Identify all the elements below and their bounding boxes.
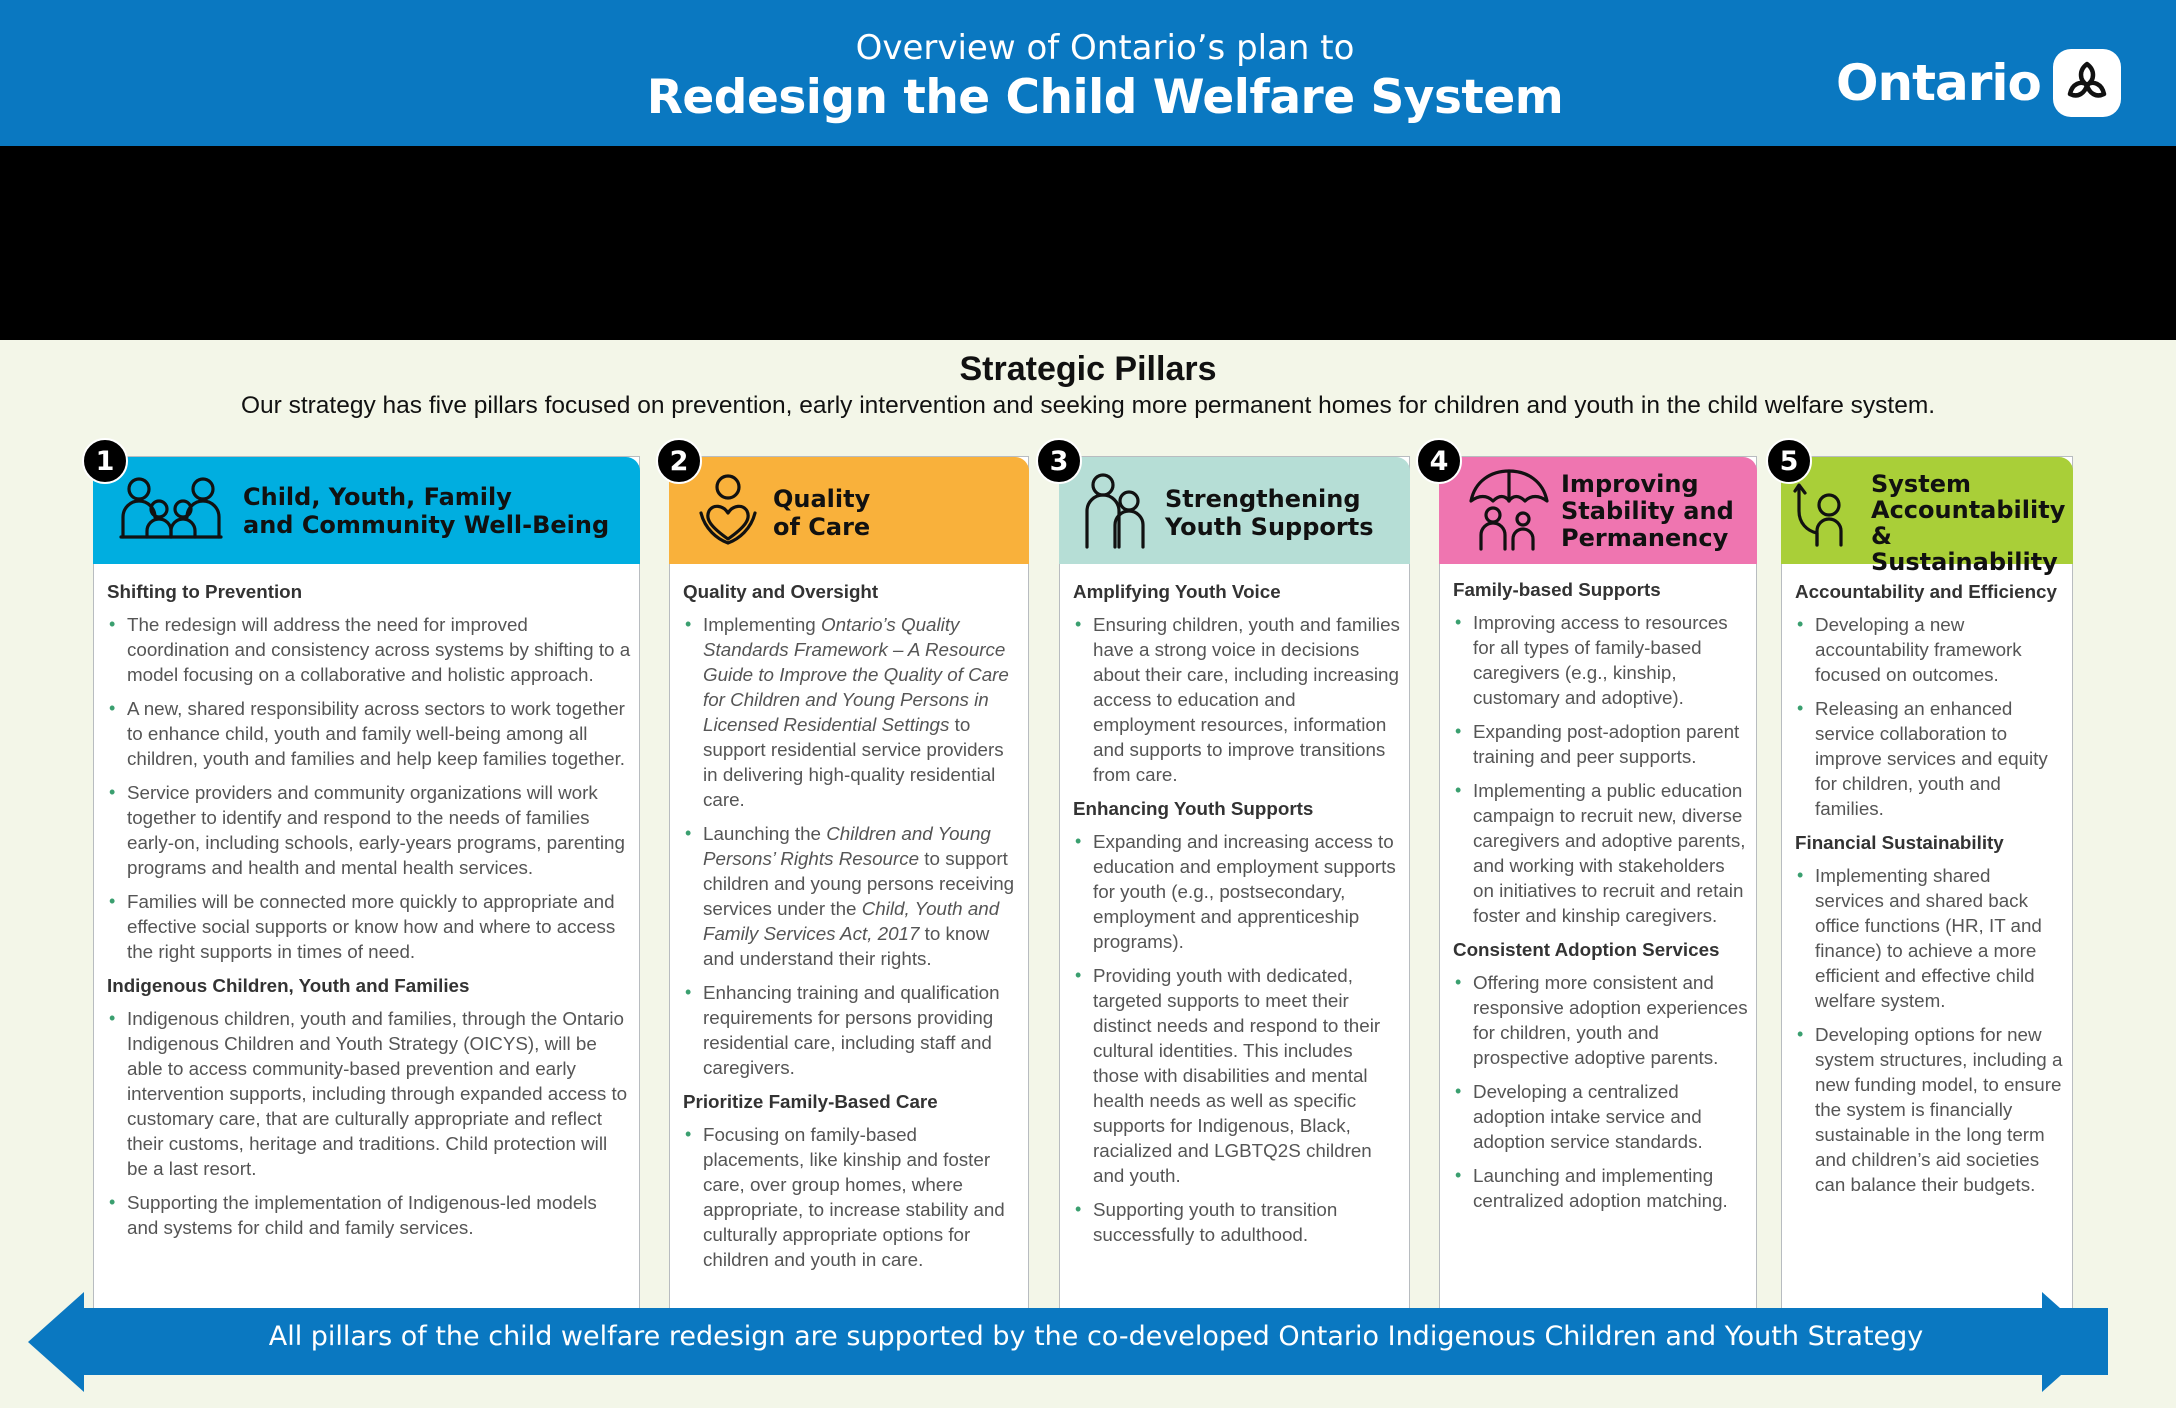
section-subtitle: Our strategy has five pillars focused on prevention, early intervention and seeking more permanent homes for children and youth in the child welfare system.: [240, 392, 1936, 419]
list-item: • Launching the Children and Young Persons’ Rights Resource to support children and young persons receiving services under the Child, Youth and Family Services Act, 2017 to know and understand their rights.: [683, 821, 1020, 971]
pillar-4-title-line1: Improving: [1561, 470, 1699, 498]
list-item: • Implementing shared services and shared back office functions (HR, IT and finance) to achieve a more efficient and effective child welfare system.: [1795, 863, 2064, 1013]
pillar-2-heading-2: Prioritize Family-Based Care: [683, 1091, 938, 1112]
pillar-4-body: [1453, 577, 1748, 1222]
list-item: • Implementing Ontario’s Quality Standards Framework – A Resource Guide to Improve the Quality of Care for Children and Young Persons in Licensed Residential Settings to support residential service providers in delivering high-quality residential care.: [683, 612, 1020, 812]
pillar-1-title-line1: Child, Youth, Family: [243, 483, 512, 511]
pillar-4-heading-2: Consistent Adoption Services: [1453, 939, 1720, 960]
pillar-4-title: [1561, 471, 1734, 552]
list-item: • Families will be connected more quickly to appropriate and effective social supports or know how and where to access the right supports in times of need.: [107, 889, 631, 964]
pillar-1-title: [243, 483, 609, 539]
pillar-5-heading-2: Financial Sustainability: [1795, 832, 2004, 853]
list-item: • Ensuring children, youth and families have a strong voice in decisions about their care, including increasing access to education and employment resources, information and supports to improve transitions from care.: [1073, 612, 1401, 787]
umbrella-family-icon: [1467, 467, 1551, 556]
heart-hands-icon: [697, 473, 759, 552]
list-item: • Developing a centralized adoption intake service and adoption service standards.: [1453, 1079, 1748, 1154]
pillar-2-number: 2: [656, 438, 702, 484]
raised-hand-icon: [1793, 481, 1863, 552]
pillar-1-header: [93, 457, 640, 564]
pillar-4-title-line3: Permanency: [1561, 524, 1729, 552]
list-item: • Implementing a public education campaign to recruit new, diverse caregivers and adoptive parents, and working with stakeholders on initiatives to recruit and retain foster and kinship caregivers.: [1453, 778, 1748, 928]
list-item: • Developing options for new system structures, including a new funding model, to ensure the system is financially sustainable in the long term and children’s aid societies can balance their budgets.: [1795, 1022, 2064, 1197]
list-item: • Focusing on family-based placements, like kinship and foster care, over group homes, where appropriate, to increase stability and culturally appropriate options for children and youth in care.: [683, 1122, 1020, 1272]
pillar-4-header: [1439, 457, 1757, 564]
youth-icon: [1083, 471, 1149, 556]
footer-arrow-text: All pillars of the child welfare redesign are supported by the co-developed Ontario Indigenous Children and Youth Strategy: [268, 1321, 1924, 1352]
list-item: • Offering more consistent and responsive adoption experiences for children, youth and prospective adoptive parents.: [1453, 970, 1748, 1070]
list-item: • Expanding post-adoption parent training and peer supports.: [1453, 719, 1748, 769]
pillar-2-title-line1: Quality: [773, 485, 871, 513]
pillar-2-card: [669, 456, 1029, 1316]
list-item: • Providing youth with dedicated, targeted supports to meet their distinct needs and respond to their cultural identities. This includes those with disabilities and mental health needs as well as specific supports for Indigenous, Black, racialized and LGBTQ2S children and youth.: [1073, 963, 1401, 1188]
pillar-5-card: [1781, 456, 2073, 1316]
footer-arrow-banner: [84, 1308, 2108, 1375]
pillar-4-title-line2: Stability and: [1561, 497, 1734, 525]
pillar-5-heading-1: Accountability and Efficiency: [1795, 581, 2057, 602]
family-icon: [119, 475, 223, 550]
pillar-5-title-line2: Accountability: [1871, 496, 2066, 524]
list-item: • Launching and implementing centralized adoption matching.: [1453, 1163, 1748, 1213]
pillar-3-heading-1: Amplifying Youth Voice: [1073, 581, 1281, 602]
pillar-3-title-line1: Strengthening: [1165, 485, 1361, 513]
list-item: • The redesign will address the need for improved coordination and consistency across systems by shifting to a model focusing on a collaborative and holistic approach.: [107, 612, 631, 687]
pillar-3-heading-2: Enhancing Youth Supports: [1073, 798, 1314, 819]
pillar-5-header: [1781, 457, 2073, 576]
header-title: Redesign the Child Welfare System: [646, 70, 1564, 125]
arrow-left-head: [28, 1292, 84, 1392]
pillar-3-card: [1059, 456, 1410, 1316]
list-item: • Service providers and community organizations will work together to identify and respond to the needs of families early-on, including schools, early-years programs, parenting programs and health and mental health services.: [107, 780, 631, 880]
list-item: • Improving access to resources for all types of family-based caregivers (e.g., kinship, customary and adoptive).: [1453, 610, 1748, 710]
ontario-logo: [1836, 46, 2121, 120]
pillar-1-heading-2: Indigenous Children, Youth and Families: [107, 975, 470, 996]
header-subtitle: Overview of Ontario’s plan to: [855, 28, 1355, 68]
pillar-2-title: [773, 485, 870, 541]
list-item: • Enhancing training and qualification requirements for persons providing residential care, including staff and caregivers.: [683, 980, 1020, 1080]
page-header: [0, 0, 2176, 146]
pillar-3-title: [1165, 485, 1373, 541]
logo-text: Ontario: [1836, 54, 2041, 112]
list-item: • A new, shared responsibility across sectors to work together to enhance child, youth and family well-being among all children, youth and families and help keep families together.: [107, 696, 631, 771]
list-item: • Supporting the implementation of Indigenous-led models and systems for child and family services.: [107, 1190, 631, 1240]
list-item: • Developing a new accountability framework focused on outcomes.: [1795, 612, 2064, 687]
trillium-icon: [2053, 49, 2121, 117]
pillar-1-title-line2: and Community Well-Being: [243, 511, 610, 539]
pillar-1-card: [93, 456, 640, 1316]
pillar-5-body: [1795, 579, 2064, 1206]
pillar-4-number: 4: [1416, 438, 1462, 484]
pillar-1-body: [107, 579, 631, 1249]
pillar-3-number: 3: [1036, 438, 1082, 484]
list-item: • Supporting youth to transition successfully to adulthood.: [1073, 1197, 1401, 1247]
list-item: • Expanding and increasing access to education and employment supports for youth (e.g., postsecondary, employment and apprenticeship programs).: [1073, 829, 1401, 954]
redacted-banner: [0, 146, 2176, 340]
pillar-3-header: [1059, 457, 1410, 564]
pillar-4-card: [1439, 456, 1757, 1316]
pillar-5-title: [1871, 471, 2073, 575]
pillar-2-header: [669, 457, 1029, 564]
pillar-2-title-line2: of Care: [773, 513, 871, 541]
pillar-3-title-line2: Youth Supports: [1165, 513, 1374, 541]
pillar-5-number: 5: [1766, 438, 1812, 484]
pillar-3-body: [1073, 579, 1401, 1256]
list-item: • Indigenous children, youth and families, through the Ontario Indigenous Children and Youth Strategy (OICYS), will be able to access community-based prevention and early intervention supports, including through expanded access to customary care, that are culturally appropriate and reflect their customs, heritage and traditions. Child protection will be a last resort.: [107, 1006, 631, 1181]
list-item: • Releasing an enhanced service collaboration to improve services and equity for children, youth and families.: [1795, 696, 2064, 821]
pillar-1-heading-1: Shifting to Prevention: [107, 581, 303, 602]
pillar-5-title-line3: & Sustainability: [1871, 522, 2058, 576]
section-title: Strategic Pillars: [959, 350, 1217, 388]
pillar-4-heading-1: Family-based Supports: [1453, 579, 1661, 600]
pillar-2-body: [683, 579, 1020, 1281]
pillar-1-number: 1: [82, 438, 128, 484]
pillar-2-heading-1: Quality and Oversight: [683, 581, 879, 602]
pillar-5-title-line1: System: [1871, 470, 1971, 498]
